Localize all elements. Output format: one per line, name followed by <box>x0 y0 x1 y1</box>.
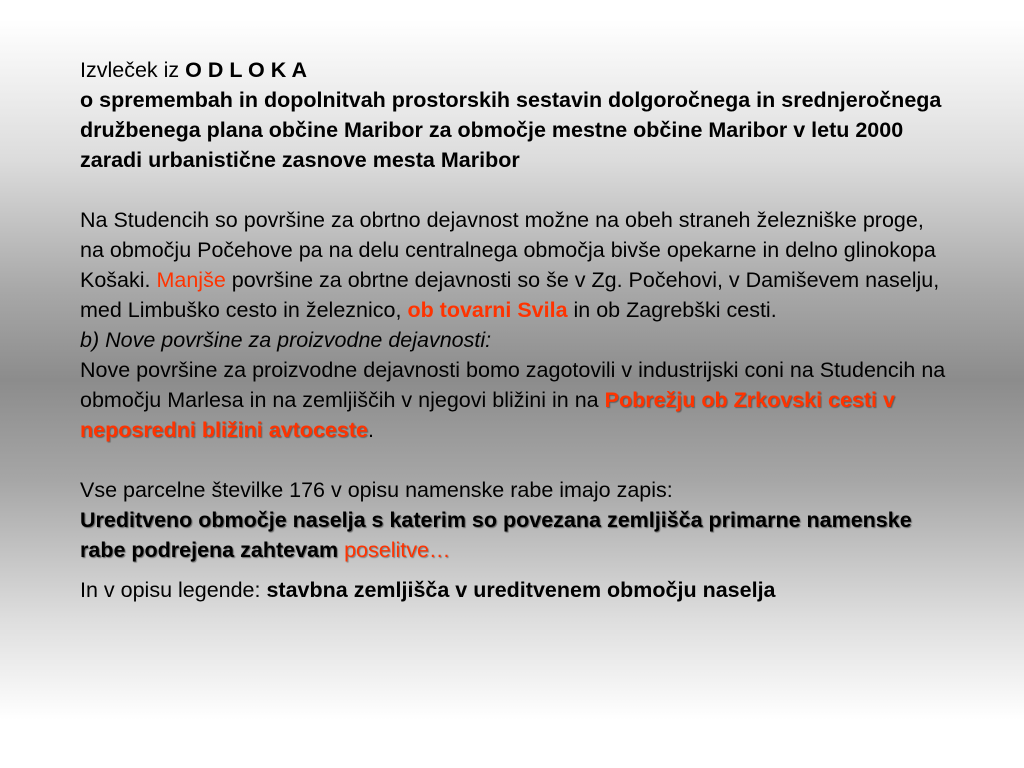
title-prefix: Izvleček iz <box>80 58 186 82</box>
section-b-text-1: Nove površine za proizvodne dejavnosti bomo zagotovili v industrijski coni na Studencih na območju Marlesa in na zemljiščih v njegovi bližini in na <box>80 358 946 412</box>
subtitle-text: o spremembah in dopolnitvah prostorskih sestavin dolgoročnega in srednjeročnega družbenega plana občine Maribor za območje mestne občine Maribor v letu 2000 zaradi urbanistične zasnove mesta Maribor <box>80 88 942 172</box>
section-b-highlight-pobrezje: Pobrežju ob Zrkovski cesti v neposredni bližini avtoceste <box>80 388 895 442</box>
document-subtitle <box>80 85 950 175</box>
para1-highlight-svila: ob tovarni Svila <box>407 298 568 322</box>
paragraph-obrtne <box>80 205 950 325</box>
section-b-text-2: . <box>367 418 374 442</box>
title-emphasis: O D L O K A <box>185 58 307 82</box>
para1-text-3: in ob Zagrebški cesti. <box>567 298 777 322</box>
legend-prefix: In v opisu legende: <box>80 578 267 602</box>
paragraph-proizvodne <box>80 355 950 445</box>
zapis-bold-text: Ureditveno območje naselja s katerim so povezana zemljišča primarne namenske rabe podrejena zahtevam <box>80 508 912 562</box>
spacer <box>80 175 950 205</box>
spacer <box>80 565 950 575</box>
paragraph-legenda <box>80 575 950 605</box>
paragraph-parcele-zapis <box>80 505 950 565</box>
document-title <box>80 55 950 85</box>
zapis-highlight-poselitve: poselitve… <box>344 538 451 562</box>
para1-text-2: površine za obrtne dejavnosti so še v Zg. Počehovi, v Damiševem naselju, med Limbuško cesto in železnico, <box>80 268 940 322</box>
paragraph-parcele-intro: Vse parcelne številke 176 v opisu namenske rabe imajo zapis: <box>80 478 673 502</box>
slide-content <box>80 55 950 605</box>
para1-text-1: Na Studencih so površine za obrtno dejavnost možne na obeh straneh železniške proge, na območju Počehove pa na delu centralnega območja bivše opekarne in delno glinokopa Košaki. <box>80 208 936 292</box>
para1-highlight-manjse: Manjše <box>156 268 226 292</box>
spacer <box>80 445 950 475</box>
section-b-heading: b) Nove površine za proizvodne dejavnosti: <box>80 328 492 352</box>
legend-bold: stavbna zemljišča v ureditvenem območju naselja <box>266 578 776 602</box>
